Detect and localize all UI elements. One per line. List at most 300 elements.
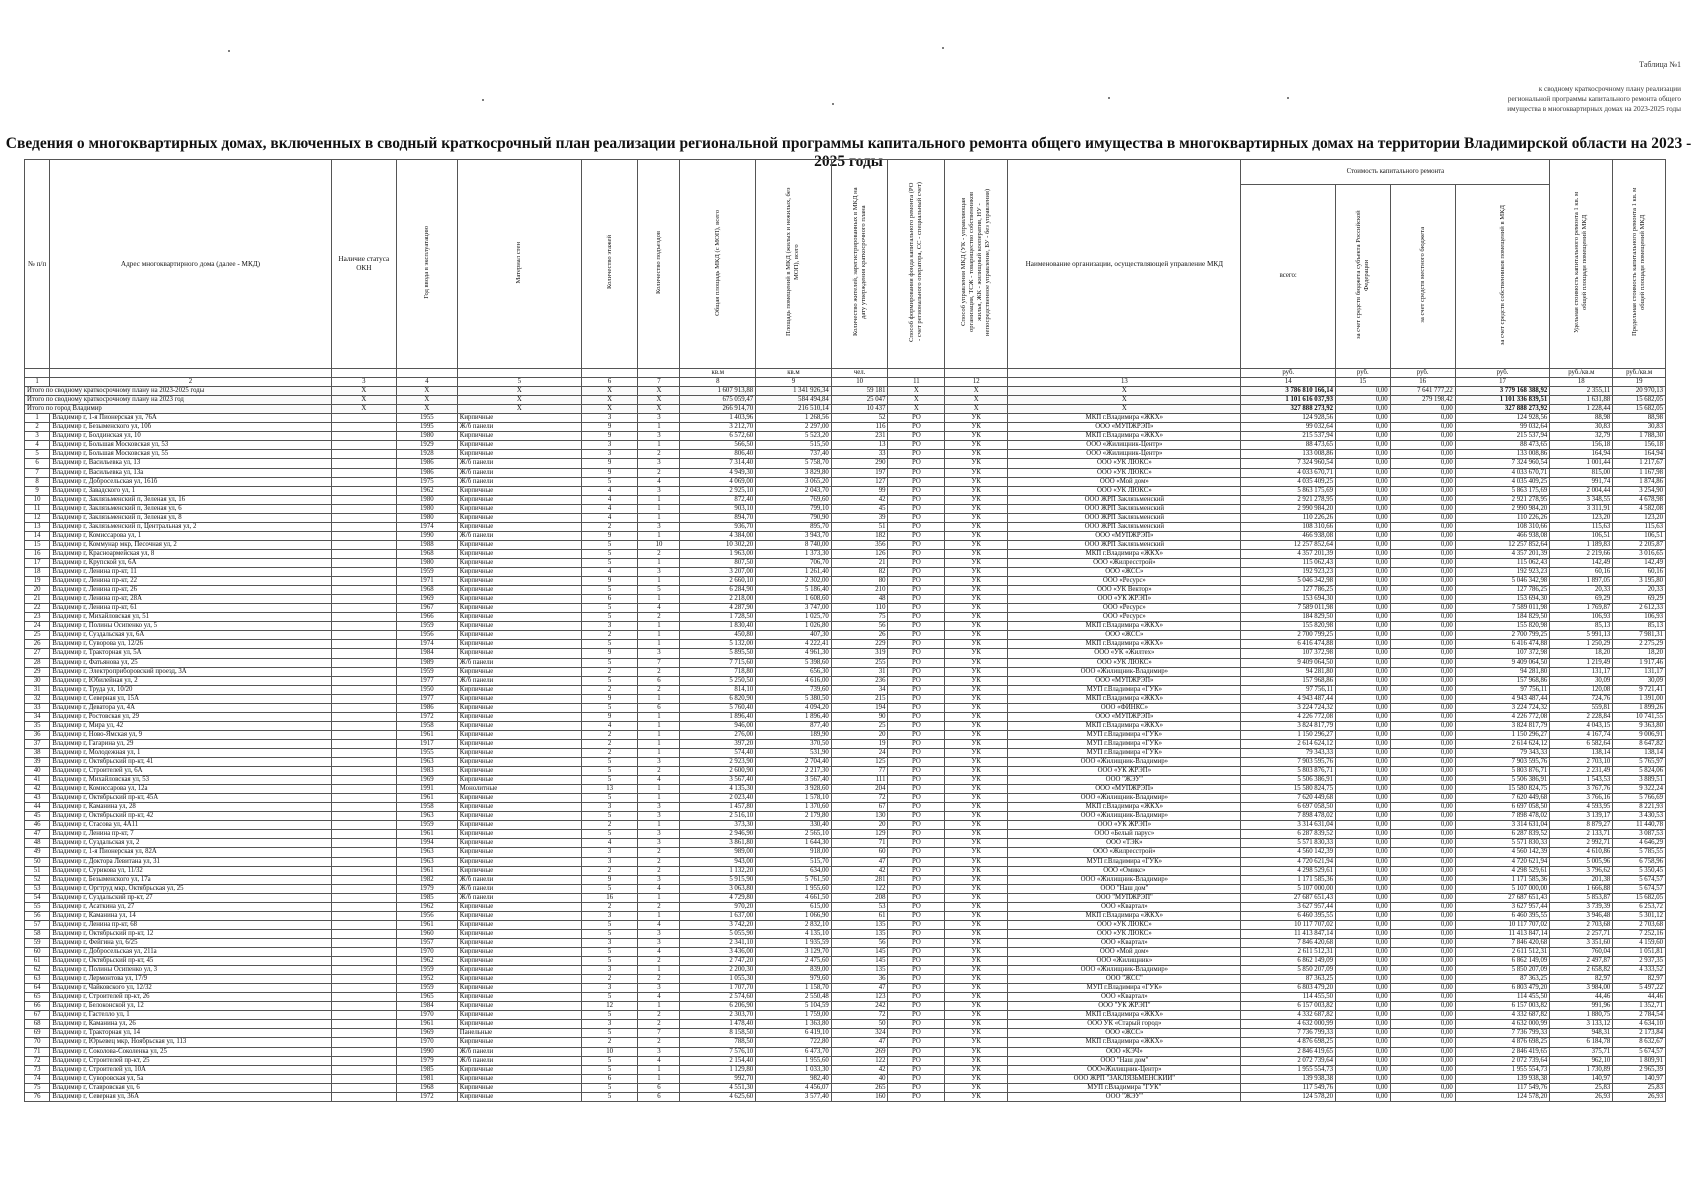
- cost-owners-cell: 2 921 278,95: [1455, 495, 1550, 504]
- residents-cell: 53: [831, 902, 888, 911]
- residents-cell: 82: [831, 568, 888, 577]
- address-cell: Владимир г, Комиссарова ул, 12а: [50, 785, 332, 794]
- material-cell: Кирпичные: [457, 794, 581, 803]
- col-header-fund-method: Способ формирования фонда капитального ремонта (РО - счет регионального оператора, СС - специальный счет): [888, 160, 945, 369]
- col-header-total-area: Общая площадь МКД (с МОП), всего: [680, 160, 756, 369]
- premises-area-cell: 407,30: [756, 631, 832, 640]
- floors-cell: 2: [581, 739, 638, 748]
- column-numbers-row: [25, 378, 1666, 387]
- floors-cell: 4: [581, 513, 638, 522]
- fund-method-cell: РО: [888, 1038, 945, 1047]
- material-cell: Кирпичные: [457, 441, 581, 450]
- premises-area-cell: 3 129,70: [756, 948, 832, 957]
- floors-cell: 3: [581, 414, 638, 423]
- cost-owners-cell: 7 324 960,54: [1455, 459, 1550, 468]
- year-cell: 1961: [396, 866, 457, 875]
- totals-cell: X: [888, 396, 945, 405]
- okn-cell: [331, 830, 396, 839]
- cost-local-cell: 0,00: [1390, 622, 1455, 631]
- mgmt-method-cell: УК: [945, 1074, 1008, 1083]
- total-area-cell: 3 212,70: [680, 423, 756, 432]
- cost-local-cell: 0,00: [1390, 577, 1455, 586]
- material-cell: Кирпичные: [457, 984, 581, 993]
- total-area-cell: 4 551,30: [680, 1083, 756, 1092]
- cost-local-cell: 0,00: [1390, 812, 1455, 821]
- cost-owners-cell: 5 863 175,69: [1455, 486, 1550, 495]
- cost-owners-cell: 9 409 064,50: [1455, 658, 1550, 667]
- material-cell: Кирпичные: [457, 776, 581, 785]
- cost-federal-cell: 0,00: [1336, 794, 1391, 803]
- premises-area-cell: 2 475,60: [756, 957, 832, 966]
- residents-cell: 51: [831, 522, 888, 531]
- floors-cell: 3: [581, 966, 638, 975]
- cost-federal-cell: 0,00: [1336, 667, 1391, 676]
- limit-cost-cell: 3 254,90: [1613, 486, 1666, 495]
- cost-owners-cell: 1 171 585,36: [1455, 875, 1550, 884]
- entrances-cell: 2: [638, 667, 680, 676]
- mgmt-method-cell: УК: [945, 821, 1008, 830]
- cost-owners-cell: 88 473,65: [1455, 441, 1550, 450]
- floors-cell: 3: [581, 857, 638, 866]
- col-header-entrances: Количество подъездов: [638, 160, 680, 369]
- floors-cell: 3: [581, 803, 638, 812]
- fund-method-cell: РО: [888, 531, 945, 540]
- entrances-cell: 1: [638, 712, 680, 721]
- cost-total-cell: 155 820,98: [1241, 622, 1336, 631]
- total-area-cell: 4 135,30: [680, 785, 756, 794]
- premises-area-cell: 2 832,10: [756, 920, 832, 929]
- unit-cost-cell: 1 250,29: [1550, 640, 1613, 649]
- unit-cost-cell: 106,51: [1550, 531, 1613, 540]
- mgmt-method-cell: УК: [945, 812, 1008, 821]
- row-num: 2: [25, 423, 50, 432]
- unit-cost-cell: 2 703,10: [1550, 758, 1613, 767]
- table-body: [25, 387, 1666, 1102]
- floors-cell: 5: [581, 604, 638, 613]
- entrances-cell: 1: [638, 504, 680, 513]
- cost-federal-cell: 0,00: [1336, 658, 1391, 667]
- material-cell: Кирпичные: [457, 812, 581, 821]
- premises-area-cell: 5 398,60: [756, 658, 832, 667]
- residents-cell: 231: [831, 432, 888, 441]
- material-cell: Кирпичные: [457, 839, 581, 848]
- fund-method-cell: РО: [888, 1029, 945, 1038]
- address-cell: Владимир г, 1-я Пионерская ул, 82А: [50, 848, 332, 857]
- unit-cost-cell: 4 043,15: [1550, 721, 1613, 730]
- fund-method-cell: РО: [888, 450, 945, 459]
- entrances-cell: 4: [638, 884, 680, 893]
- residents-cell: 56: [831, 938, 888, 947]
- floors-cell: 5: [581, 776, 638, 785]
- residents-cell: 123: [831, 993, 888, 1002]
- premises-area-cell: 1 896,40: [756, 712, 832, 721]
- premises-area-cell: 4 616,00: [756, 676, 832, 685]
- total-area-cell: 2 200,30: [680, 966, 756, 975]
- cost-local-cell: 0,00: [1390, 776, 1455, 785]
- org-cell: ООО «ЖСС»: [1008, 1029, 1241, 1038]
- unit-cost-cell: 140,97: [1550, 1074, 1613, 1083]
- table-row: [25, 540, 1666, 549]
- row-num: 56: [25, 911, 50, 920]
- entrances-cell: 3: [638, 758, 680, 767]
- residents-cell: 24: [831, 748, 888, 757]
- row-num: 3: [25, 432, 50, 441]
- material-cell: Кирпичные: [457, 504, 581, 513]
- entrances-cell: 6: [638, 676, 680, 685]
- row-num: 8: [25, 477, 50, 486]
- col-header-material: Материал стен: [457, 160, 581, 369]
- total-area-cell: 6 206,90: [680, 1002, 756, 1011]
- floors-cell: 9: [581, 423, 638, 432]
- floors-cell: 5: [581, 586, 638, 595]
- table-row: [25, 1056, 1666, 1065]
- entrances-cell: 6: [638, 703, 680, 712]
- cost-total-cell: 153 694,30: [1241, 595, 1336, 604]
- unit-cost-cell: 115,63: [1550, 522, 1613, 531]
- cost-local-cell: 0,00: [1390, 830, 1455, 839]
- cost-local-cell: 0,00: [1390, 468, 1455, 477]
- fund-method-cell: РО: [888, 486, 945, 495]
- fund-method-cell: РО: [888, 549, 945, 558]
- fund-method-cell: РО: [888, 595, 945, 604]
- row-num: 17: [25, 558, 50, 567]
- okn-cell: [331, 785, 396, 794]
- totals-cell: X: [638, 405, 680, 414]
- row-num: 45: [25, 812, 50, 821]
- premises-area-cell: 515,70: [756, 857, 832, 866]
- table-row: [25, 1092, 1666, 1101]
- fund-method-cell: РО: [888, 1056, 945, 1065]
- cost-local-cell: 0,00: [1390, 703, 1455, 712]
- table-row: [25, 703, 1666, 712]
- fund-method-cell: РО: [888, 1047, 945, 1056]
- cost-federal-cell: 0,00: [1336, 739, 1391, 748]
- unit-cell: руб.: [1455, 369, 1550, 378]
- cost-local-cell: 0,00: [1390, 975, 1455, 984]
- row-num: 46: [25, 821, 50, 830]
- col-header-residents: Количество жителей, зарегистрированных в МКД на дату утверждения краткосрочного плана: [831, 160, 888, 369]
- unit-cost-cell: 3 139,17: [1550, 812, 1613, 821]
- cost-owners-cell: 4 720 621,94: [1455, 857, 1550, 866]
- mgmt-method-cell: УК: [945, 595, 1008, 604]
- cost-local-cell: 0,00: [1390, 902, 1455, 911]
- material-cell: Кирпичные: [457, 613, 581, 622]
- cost-total-cell: 5 571 830,33: [1241, 839, 1336, 848]
- material-cell: Кирпичные: [457, 758, 581, 767]
- cost-total-cell: 7 324 960,54: [1241, 459, 1336, 468]
- cost-total-cell: 184 829,50: [1241, 613, 1336, 622]
- unit-cost-cell: 142,49: [1550, 558, 1613, 567]
- cost-owners-cell: 4 298 529,61: [1455, 866, 1550, 875]
- floors-cell: 5: [581, 558, 638, 567]
- fund-method-cell: РО: [888, 993, 945, 1002]
- table-row: [25, 504, 1666, 513]
- material-cell: Кирпичные: [457, 558, 581, 567]
- cost-local-cell: 0,00: [1390, 1038, 1455, 1047]
- total-area-cell: 1 457,80: [680, 803, 756, 812]
- fund-method-cell: РО: [888, 1065, 945, 1074]
- year-cell: 1963: [396, 848, 457, 857]
- mgmt-method-cell: УК: [945, 613, 1008, 622]
- premises-area-cell: 1 578,10: [756, 794, 832, 803]
- material-cell: Кирпичные: [457, 1074, 581, 1083]
- floors-cell: 16: [581, 893, 638, 902]
- cost-total-cell: 133 008,86: [1241, 450, 1336, 459]
- cost-total-cell: 5 803 876,71: [1241, 767, 1336, 776]
- year-cell: 1972: [396, 712, 457, 721]
- material-cell: Ж/б панели: [457, 676, 581, 685]
- unit-cell: руб.: [1241, 369, 1336, 378]
- floors-cell: 2: [581, 975, 638, 984]
- org-cell: ООО «МУПЖРЭП»: [1008, 676, 1241, 685]
- floors-cell: 5: [581, 758, 638, 767]
- table-row: [25, 966, 1666, 975]
- column-number-cell: 1: [25, 378, 50, 387]
- cost-total-cell: 99 032,64: [1241, 423, 1336, 432]
- mgmt-method-cell: УК: [945, 450, 1008, 459]
- total-area-cell: 6 284,90: [680, 586, 756, 595]
- limit-cost-cell: 3 087,53: [1613, 830, 1666, 839]
- okn-cell: [331, 504, 396, 513]
- row-num: 57: [25, 920, 50, 929]
- total-area-cell: 3 063,80: [680, 884, 756, 893]
- entrances-cell: 1: [638, 739, 680, 748]
- mgmt-method-cell: УК: [945, 694, 1008, 703]
- cost-federal-cell: 0,00: [1336, 712, 1391, 721]
- cost-total-cell: 97 756,11: [1241, 685, 1336, 694]
- address-cell: Владимир г, Соколова-Соколенка ул, 25: [50, 1047, 332, 1056]
- mgmt-method-cell: УК: [945, 1020, 1008, 1029]
- cost-local-cell: 0,00: [1390, 938, 1455, 947]
- cost-federal-cell: 0,00: [1336, 776, 1391, 785]
- row-num: 29: [25, 667, 50, 676]
- unit-cost-cell: 2 497,87: [1550, 957, 1613, 966]
- okn-cell: [331, 649, 396, 658]
- org-cell: ООО «МУПЖРЭП»: [1008, 423, 1241, 432]
- unit-cost-cell: 2 219,66: [1550, 549, 1613, 558]
- year-cell: 1956: [396, 631, 457, 640]
- fund-method-cell: РО: [888, 685, 945, 694]
- houses-table: [24, 159, 1666, 1102]
- total-area-cell: 1 132,20: [680, 866, 756, 875]
- residents-cell: 127: [831, 477, 888, 486]
- unit-cost-cell: 138,14: [1550, 748, 1613, 757]
- limit-cost-cell: 164,94: [1613, 450, 1666, 459]
- cost-federal-cell: 0,00: [1336, 812, 1391, 821]
- cost-owners-cell: 6 460 395,55: [1455, 911, 1550, 920]
- col-header-floors: Количество этажей: [581, 160, 638, 369]
- address-cell: Владимир г, Безыменского ул, 17а: [50, 875, 332, 884]
- total-area-cell: 1 129,80: [680, 1065, 756, 1074]
- material-cell: Кирпичные: [457, 1065, 581, 1074]
- address-cell: Владимир г, Электроприборовский проезд, 3А: [50, 667, 332, 676]
- residents-cell: 135: [831, 920, 888, 929]
- address-cell: Владимир г, Ленина пр-кт, 61: [50, 604, 332, 613]
- address-cell: Владимир г, Ростовская ул, 29: [50, 712, 332, 721]
- entrances-cell: 1: [638, 1002, 680, 1011]
- okn-cell: [331, 676, 396, 685]
- address-cell: Владимир г, Асаткина ул, 27: [50, 902, 332, 911]
- cost-federal-cell: 0,00: [1336, 486, 1391, 495]
- year-cell: 1980: [396, 504, 457, 513]
- unit-cost-cell: 1 189,83: [1550, 540, 1613, 549]
- cost-federal-cell: 0,00: [1336, 468, 1391, 477]
- fund-method-cell: РО: [888, 748, 945, 757]
- unit-cost-cell: 1 001,44: [1550, 459, 1613, 468]
- cost-local-cell: 0,00: [1390, 1083, 1455, 1092]
- cost-federal-cell: 0,00: [1336, 1020, 1391, 1029]
- year-cell: 1959: [396, 667, 457, 676]
- row-num: 39: [25, 758, 50, 767]
- org-cell: МКП г.Владимира «ЖКХ»: [1008, 640, 1241, 649]
- unit-cost-cell: 760,04: [1550, 948, 1613, 957]
- year-cell: 1989: [396, 658, 457, 667]
- entrances-cell: 2: [638, 848, 680, 857]
- fund-method-cell: РО: [888, 776, 945, 785]
- cost-total-cell: 3 314 631,04: [1241, 821, 1336, 830]
- entrances-cell: 1: [638, 531, 680, 540]
- total-area-cell: 2 023,40: [680, 794, 756, 803]
- premises-area-cell: 790,90: [756, 513, 832, 522]
- total-area-cell: 4 729,80: [680, 893, 756, 902]
- premises-area-cell: 6 473,70: [756, 1047, 832, 1056]
- mgmt-method-cell: УК: [945, 423, 1008, 432]
- floors-cell: 10: [581, 1047, 638, 1056]
- speck: [1108, 97, 1110, 99]
- year-cell: 1979: [396, 884, 457, 893]
- mgmt-method-cell: УК: [945, 839, 1008, 848]
- row-num: 54: [25, 893, 50, 902]
- floors-cell: 3: [581, 911, 638, 920]
- fund-method-cell: РО: [888, 513, 945, 522]
- material-cell: Кирпичные: [457, 1020, 581, 1029]
- row-num: 61: [25, 957, 50, 966]
- table-row: [25, 739, 1666, 748]
- okn-cell: [331, 1020, 396, 1029]
- limit-cost-cell: 7 252,16: [1613, 929, 1666, 938]
- entrances-cell: 1: [638, 631, 680, 640]
- year-cell: 1963: [396, 758, 457, 767]
- limit-cost-cell: 44,46: [1613, 993, 1666, 1002]
- entrances-cell: 6: [638, 1083, 680, 1092]
- cost-federal-cell: 0,00: [1336, 1092, 1391, 1101]
- material-cell: Кирпичные: [457, 522, 581, 531]
- limit-cost-cell: 9 322,24: [1613, 785, 1666, 794]
- entrances-cell: 2: [638, 957, 680, 966]
- cost-owners-cell: 157 968,86: [1455, 676, 1550, 685]
- entrances-cell: 3: [638, 522, 680, 531]
- total-area-cell: 5 895,50: [680, 649, 756, 658]
- org-cell: ООО ЖРП Заклязьменский: [1008, 504, 1241, 513]
- total-area-cell: 1 896,40: [680, 712, 756, 721]
- material-cell: Кирпичные: [457, 604, 581, 613]
- total-area-cell: 3 742,20: [680, 920, 756, 929]
- residents-cell: 33: [831, 450, 888, 459]
- table-row: [25, 875, 1666, 884]
- totals-cell: 327 888 273,92: [1455, 405, 1550, 414]
- table-row: [25, 1083, 1666, 1092]
- fund-method-cell: РО: [888, 1011, 945, 1020]
- row-num: 59: [25, 938, 50, 947]
- material-cell: Кирпичные: [457, 1092, 581, 1101]
- cost-local-cell: 0,00: [1390, 613, 1455, 622]
- table-row: [25, 812, 1666, 821]
- cost-owners-cell: 5 803 876,71: [1455, 767, 1550, 776]
- residents-cell: 45: [831, 504, 888, 513]
- year-cell: 1965: [396, 993, 457, 1002]
- address-cell: Владимир г, Строителей пр-кт, 25: [50, 1056, 332, 1065]
- premises-area-cell: 2 297,00: [756, 423, 832, 432]
- residents-cell: 110: [831, 604, 888, 613]
- cost-total-cell: 2 614 624,12: [1241, 739, 1336, 748]
- fund-method-cell: РО: [888, 649, 945, 658]
- cost-federal-cell: 0,00: [1336, 558, 1391, 567]
- unit-cost-cell: 1 897,05: [1550, 577, 1613, 586]
- limit-cost-cell: 20,33: [1613, 586, 1666, 595]
- unit-cost-cell: 2 228,84: [1550, 712, 1613, 721]
- totals-label: Итого по город Владимир: [25, 405, 332, 414]
- address-cell: Владимир г, Октябрьский пр-кт, 42: [50, 812, 332, 821]
- mgmt-method-cell: УК: [945, 803, 1008, 812]
- row-num: 18: [25, 568, 50, 577]
- fund-method-cell: РО: [888, 812, 945, 821]
- okn-cell: [331, 468, 396, 477]
- total-area-cell: 943,00: [680, 857, 756, 866]
- entrances-cell: 2: [638, 866, 680, 875]
- row-num: 13: [25, 522, 50, 531]
- fund-method-cell: РО: [888, 667, 945, 676]
- floors-cell: 5: [581, 920, 638, 929]
- org-cell: ООО УК «Старый город»: [1008, 1020, 1241, 1029]
- okn-cell: [331, 929, 396, 938]
- cost-total-cell: 4 033 670,71: [1241, 468, 1336, 477]
- unit-cost-cell: 2 004,44: [1550, 486, 1613, 495]
- address-cell: Владимир г, Добросельская ул, 161б: [50, 477, 332, 486]
- totals-cell: X: [638, 396, 680, 405]
- totals-cell: 1 228,44: [1550, 405, 1613, 414]
- address-cell: Владимир г, Фатьянова ул, 25: [50, 658, 332, 667]
- unit-cost-cell: 2 992,71: [1550, 839, 1613, 848]
- year-cell: 1957: [396, 938, 457, 947]
- fund-method-cell: РО: [888, 966, 945, 975]
- address-cell: Владимир г, Красноармейская ул, 8: [50, 549, 332, 558]
- address-cell: Владимир г, Северная ул, 36А: [50, 1092, 332, 1101]
- org-cell: МКП г.Владимира «ЖКХ»: [1008, 911, 1241, 920]
- limit-cost-cell: 2 205,87: [1613, 540, 1666, 549]
- limit-cost-cell: 138,14: [1613, 748, 1666, 757]
- cost-local-cell: 0,00: [1390, 1020, 1455, 1029]
- mgmt-method-cell: УК: [945, 459, 1008, 468]
- fund-method-cell: РО: [888, 884, 945, 893]
- okn-cell: [331, 1065, 396, 1074]
- limit-cost-cell: 4 582,08: [1613, 504, 1666, 513]
- material-cell: Кирпичные: [457, 640, 581, 649]
- fund-method-cell: РО: [888, 568, 945, 577]
- org-cell: ООО «Квартал»: [1008, 993, 1241, 1002]
- cost-local-cell: 0,00: [1390, 685, 1455, 694]
- cost-local-cell: 0,00: [1390, 893, 1455, 902]
- floors-cell: 5: [581, 549, 638, 558]
- table-row: [25, 1029, 1666, 1038]
- cost-owners-cell: 4 332 687,82: [1455, 1011, 1550, 1020]
- table-row: [25, 712, 1666, 721]
- cost-owners-cell: 110 226,26: [1455, 513, 1550, 522]
- residents-cell: 160: [831, 1092, 888, 1101]
- cost-total-cell: 107 372,98: [1241, 649, 1336, 658]
- premises-area-cell: 2 179,80: [756, 812, 832, 821]
- org-cell: ООО «УК Вектор»: [1008, 586, 1241, 595]
- year-cell: 1990: [396, 531, 457, 540]
